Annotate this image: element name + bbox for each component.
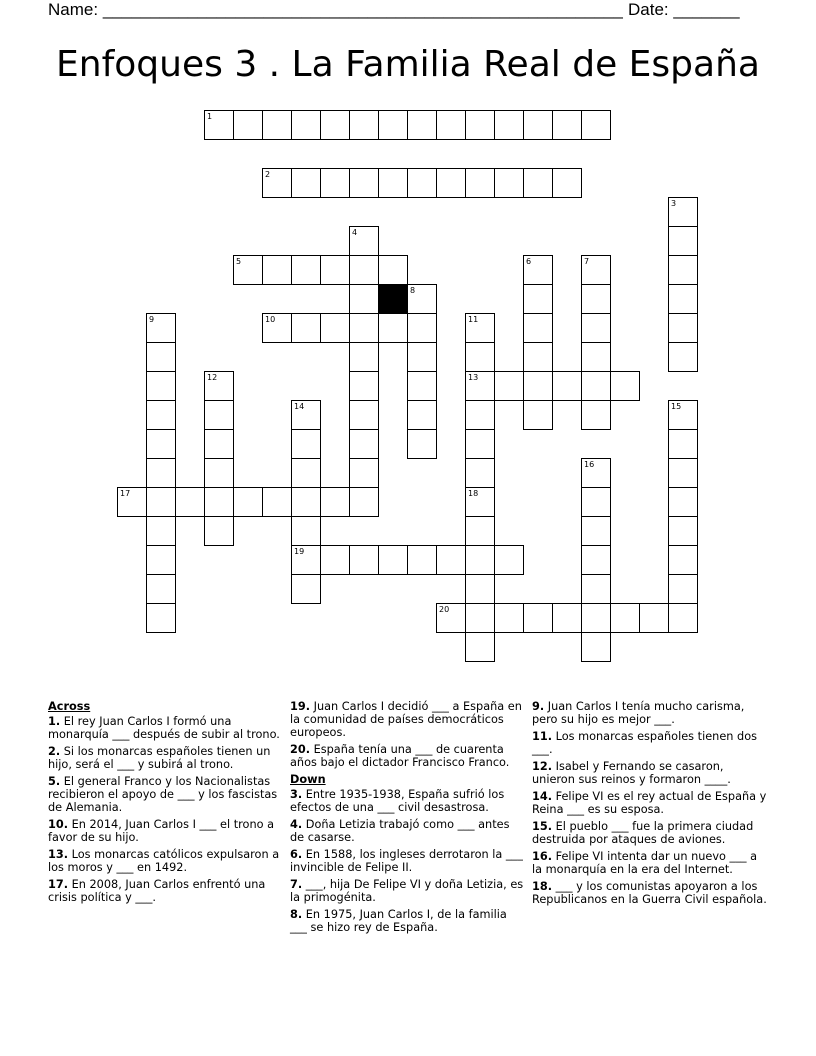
grid-cell[interactable] bbox=[465, 632, 495, 662]
clue-item bbox=[532, 850, 768, 876]
clue-item-number: 13. bbox=[48, 848, 69, 861]
clue-number: 20 bbox=[439, 605, 450, 614]
grid-cell[interactable] bbox=[378, 110, 408, 140]
grid-cell[interactable] bbox=[581, 342, 611, 372]
clue-item-text: En 1975, Juan Carlos I, de la familia ___ se hizo rey de España. bbox=[290, 908, 507, 934]
grid-cell[interactable] bbox=[146, 342, 176, 372]
clue-item-number: 7. bbox=[290, 878, 303, 891]
grid-cell[interactable] bbox=[204, 400, 234, 430]
grid-cell[interactable] bbox=[407, 284, 437, 314]
clue-number: 10 bbox=[265, 315, 276, 324]
grid-cell[interactable] bbox=[494, 545, 524, 575]
clue-item bbox=[532, 790, 768, 816]
clue-item-number: 17. bbox=[48, 878, 69, 891]
clue-item-text: Isabel y Fernando se casaron, unieron sus reinos y formaron ____. bbox=[532, 760, 731, 786]
grid-cell[interactable] bbox=[494, 371, 524, 401]
clue-item bbox=[290, 788, 526, 814]
clue-number: 13 bbox=[468, 373, 479, 382]
clue-item-text: España tenía una ___ de cuarenta años bajo el dictador Francisco Franco. bbox=[290, 743, 510, 769]
clue-column-2 bbox=[290, 700, 526, 938]
grid-cell[interactable] bbox=[349, 255, 379, 285]
clue-number: 1 bbox=[207, 112, 213, 121]
grid-cell[interactable] bbox=[668, 197, 698, 227]
grid-cell[interactable] bbox=[320, 313, 350, 343]
clue-item-number: 6. bbox=[290, 848, 303, 861]
grid-cell[interactable] bbox=[291, 545, 321, 575]
grid-cell[interactable] bbox=[146, 458, 176, 488]
grid-cell[interactable] bbox=[668, 342, 698, 372]
grid-cell[interactable] bbox=[436, 110, 466, 140]
clue-item bbox=[290, 878, 526, 904]
grid-cell[interactable] bbox=[349, 168, 379, 198]
grid-cell[interactable] bbox=[262, 110, 292, 140]
grid-cell[interactable] bbox=[436, 603, 466, 633]
clue-item bbox=[290, 700, 526, 739]
grid-cell[interactable] bbox=[465, 110, 495, 140]
grid-cell[interactable] bbox=[262, 487, 292, 517]
grid-cell[interactable] bbox=[465, 342, 495, 372]
grid-cell[interactable] bbox=[349, 284, 379, 314]
grid-cell[interactable] bbox=[581, 255, 611, 285]
clue-number: 7 bbox=[584, 257, 590, 266]
grid-cell[interactable] bbox=[146, 574, 176, 604]
grid-cell[interactable] bbox=[465, 400, 495, 430]
grid-cell[interactable] bbox=[581, 110, 611, 140]
grid-cell[interactable] bbox=[552, 371, 582, 401]
grid-cell-black bbox=[378, 284, 408, 314]
grid-cell[interactable] bbox=[668, 429, 698, 459]
grid-cell[interactable] bbox=[407, 371, 437, 401]
grid-cell[interactable] bbox=[465, 574, 495, 604]
clue-item-number: 19. bbox=[290, 700, 311, 713]
grid-cell[interactable] bbox=[610, 603, 640, 633]
clue-number: 3 bbox=[671, 199, 677, 208]
clue-item-text: Juan Carlos I tenía mucho carisma, pero su hijo es mejor ___. bbox=[532, 700, 745, 726]
clue-number: 15 bbox=[671, 402, 682, 411]
grid-cell[interactable] bbox=[610, 371, 640, 401]
grid-cell[interactable] bbox=[436, 168, 466, 198]
grid-cell[interactable] bbox=[291, 110, 321, 140]
grid-cell[interactable] bbox=[436, 545, 466, 575]
clue-item bbox=[48, 818, 284, 844]
clue-item-text: El rey Juan Carlos I formó una monarquía ___ después de subir al trono. bbox=[48, 715, 280, 741]
clue-item-number: 14. bbox=[532, 790, 553, 803]
grid-cell[interactable] bbox=[668, 487, 698, 517]
grid-cell[interactable] bbox=[233, 255, 263, 285]
grid-cell[interactable] bbox=[523, 400, 553, 430]
clue-item-number: 18. bbox=[532, 880, 553, 893]
grid-cell[interactable] bbox=[291, 313, 321, 343]
clue-item bbox=[48, 715, 284, 741]
grid-cell[interactable] bbox=[349, 429, 379, 459]
clue-item-text: Los monarcas católicos expulsaron a los moros y ___ en 1492. bbox=[48, 848, 280, 874]
clue-column-1 bbox=[48, 700, 284, 908]
grid-cell[interactable] bbox=[668, 458, 698, 488]
grid-cell[interactable] bbox=[581, 487, 611, 517]
grid-cell[interactable] bbox=[494, 110, 524, 140]
clue-number: 14 bbox=[294, 402, 305, 411]
grid-cell[interactable] bbox=[668, 574, 698, 604]
name-label: Name: bbox=[48, 0, 99, 19]
grid-cell[interactable] bbox=[668, 400, 698, 430]
clue-item bbox=[48, 848, 284, 874]
grid-cell[interactable] bbox=[175, 487, 205, 517]
grid-cell[interactable] bbox=[407, 429, 437, 459]
grid-cell[interactable] bbox=[349, 458, 379, 488]
grid-cell[interactable] bbox=[146, 487, 176, 517]
grid-cell[interactable] bbox=[639, 603, 669, 633]
clue-item-text: Juan Carlos I decidió ___ a España en la comunidad de países democráticos europeos. bbox=[290, 700, 522, 739]
clue-item-number: 3. bbox=[290, 788, 303, 801]
clue-item-number: 12. bbox=[532, 760, 553, 773]
grid-cell[interactable] bbox=[320, 487, 350, 517]
clue-item-text: Si los monarcas españoles tienen un hijo, será el ___ y subirá al trono. bbox=[48, 745, 271, 771]
clue-item-number: 15. bbox=[532, 820, 553, 833]
grid-cell[interactable] bbox=[262, 168, 292, 198]
clue-item-text: Entre 1935-1938, España sufrió los efectos de una ___ civil desastrosa. bbox=[290, 788, 505, 814]
clue-item-number: 2. bbox=[48, 745, 61, 758]
grid-cell[interactable] bbox=[262, 255, 292, 285]
grid-cell[interactable] bbox=[349, 487, 379, 517]
grid-cell[interactable] bbox=[407, 313, 437, 343]
grid-cell[interactable] bbox=[465, 313, 495, 343]
grid-cell[interactable] bbox=[291, 516, 321, 546]
clue-number: 9 bbox=[149, 315, 155, 324]
clue-item-text: Los monarcas españoles tienen dos ___. bbox=[532, 730, 758, 756]
grid-cell[interactable] bbox=[291, 574, 321, 604]
grid-cell[interactable] bbox=[523, 313, 553, 343]
date-blank: _______ bbox=[673, 0, 740, 19]
clue-item-number: 11. bbox=[532, 730, 553, 743]
clue-item-text: En 1588, los ingleses derrotaron la ___ invincible de Felipe II. bbox=[290, 848, 523, 874]
grid-cell[interactable] bbox=[668, 603, 698, 633]
grid-cell[interactable] bbox=[291, 400, 321, 430]
grid-cell[interactable] bbox=[494, 168, 524, 198]
grid-cell[interactable] bbox=[581, 400, 611, 430]
clue-column-3 bbox=[532, 700, 768, 910]
clue-item bbox=[532, 820, 768, 846]
clue-item-number: 9. bbox=[532, 700, 545, 713]
clue-number: 4 bbox=[352, 228, 358, 237]
date-label: Date: bbox=[628, 0, 669, 19]
grid-cell[interactable] bbox=[465, 603, 495, 633]
grid-cell[interactable] bbox=[291, 458, 321, 488]
grid-cell[interactable] bbox=[523, 284, 553, 314]
grid-cell[interactable] bbox=[204, 516, 234, 546]
clue-number: 6 bbox=[526, 257, 532, 266]
clue-section-heading: Down bbox=[290, 773, 326, 786]
grid-cell[interactable] bbox=[349, 371, 379, 401]
clue-item-number: 20. bbox=[290, 743, 311, 756]
grid-cell[interactable] bbox=[146, 429, 176, 459]
grid-cell[interactable] bbox=[146, 603, 176, 633]
grid-cell[interactable] bbox=[349, 226, 379, 256]
grid-cell[interactable] bbox=[581, 574, 611, 604]
clue-item bbox=[532, 880, 768, 906]
grid-cell[interactable] bbox=[668, 313, 698, 343]
grid-cell[interactable] bbox=[117, 487, 147, 517]
clue-item bbox=[290, 848, 526, 874]
grid-cell[interactable] bbox=[320, 110, 350, 140]
grid-cell[interactable] bbox=[320, 168, 350, 198]
grid-cell[interactable] bbox=[204, 371, 234, 401]
grid-cell[interactable] bbox=[291, 168, 321, 198]
name-blank: _______________________________________________________ bbox=[102, 0, 623, 19]
grid-cell[interactable] bbox=[494, 603, 524, 633]
clue-number: 19 bbox=[294, 547, 305, 556]
clue-item-text: En 2008, Juan Carlos enfrentó una crisis política y ___. bbox=[48, 878, 266, 904]
grid-cell[interactable] bbox=[581, 313, 611, 343]
grid-cell[interactable] bbox=[407, 400, 437, 430]
grid-cell[interactable] bbox=[204, 487, 234, 517]
grid-cell[interactable] bbox=[349, 545, 379, 575]
grid-cell[interactable] bbox=[349, 110, 379, 140]
clue-item-text: Felipe VI intenta dar un nuevo ___ a la monarquía en la era del Internet. bbox=[532, 850, 758, 876]
grid-cell[interactable] bbox=[523, 255, 553, 285]
grid-cell[interactable] bbox=[320, 255, 350, 285]
clue-item-text: El general Franco y los Nacionalistas recibieron el apoyo de ___ y los fascistas de Alemania. bbox=[48, 775, 278, 814]
grid-cell[interactable] bbox=[233, 487, 263, 517]
grid-cell[interactable] bbox=[349, 400, 379, 430]
clue-number: 5 bbox=[236, 257, 242, 266]
grid-cell[interactable] bbox=[668, 284, 698, 314]
clue-number: 2 bbox=[265, 170, 271, 179]
clue-number: 11 bbox=[468, 315, 479, 324]
clue-item bbox=[48, 775, 284, 814]
clue-item bbox=[532, 730, 768, 756]
grid-cell[interactable] bbox=[523, 168, 553, 198]
clue-number: 16 bbox=[584, 460, 595, 469]
clue-item-text: Felipe VI es el rey actual de España y Reina ___ es su esposa. bbox=[532, 790, 767, 816]
grid-cell[interactable] bbox=[204, 458, 234, 488]
grid-cell[interactable] bbox=[378, 545, 408, 575]
grid-cell[interactable] bbox=[349, 342, 379, 372]
clue-number: 18 bbox=[468, 489, 479, 498]
grid-cell[interactable] bbox=[407, 110, 437, 140]
grid-cell[interactable] bbox=[523, 371, 553, 401]
page-title: Enfoques 3 . La Familia Real de España bbox=[56, 44, 760, 85]
grid-cell[interactable] bbox=[668, 255, 698, 285]
grid-cell[interactable] bbox=[204, 110, 234, 140]
grid-cell[interactable] bbox=[465, 545, 495, 575]
grid-cell[interactable] bbox=[581, 371, 611, 401]
grid-cell[interactable] bbox=[523, 110, 553, 140]
clue-item-number: 8. bbox=[290, 908, 303, 921]
clue-section-heading: Across bbox=[48, 700, 91, 713]
grid-cell[interactable] bbox=[465, 168, 495, 198]
grid-cell[interactable] bbox=[465, 429, 495, 459]
grid-cell[interactable] bbox=[146, 313, 176, 343]
grid-cell[interactable] bbox=[581, 516, 611, 546]
grid-cell[interactable] bbox=[552, 168, 582, 198]
grid-cell[interactable] bbox=[581, 545, 611, 575]
grid-cell[interactable] bbox=[146, 400, 176, 430]
grid-cell[interactable] bbox=[146, 545, 176, 575]
grid-cell[interactable] bbox=[552, 110, 582, 140]
clue-item-text: ___ y los comunistas apoyaron a los Republicanos en la Guerra Civil española. bbox=[532, 880, 767, 906]
clue-item-number: 1. bbox=[48, 715, 61, 728]
grid-cell[interactable] bbox=[146, 371, 176, 401]
grid-cell[interactable] bbox=[465, 371, 495, 401]
grid-cell[interactable] bbox=[407, 545, 437, 575]
grid-cell[interactable] bbox=[465, 487, 495, 517]
clue-item-text: El pueblo ___ fue la primera ciudad destruida por ataques de aviones. bbox=[532, 820, 754, 846]
clue-item-number: 4. bbox=[290, 818, 303, 831]
grid-cell[interactable] bbox=[291, 429, 321, 459]
grid-cell[interactable] bbox=[581, 603, 611, 633]
grid-cell[interactable] bbox=[668, 226, 698, 256]
clue-item-text: ___, hija De Felipe VI y doña Letizia, es la primogénita. bbox=[290, 878, 524, 904]
grid-cell[interactable] bbox=[523, 603, 553, 633]
grid-cell[interactable] bbox=[233, 110, 263, 140]
clue-item bbox=[290, 743, 526, 769]
grid-cell[interactable] bbox=[146, 516, 176, 546]
clue-item-text: Doña Letizia trabajó como ___ antes de casarse. bbox=[290, 818, 510, 844]
clue-item bbox=[48, 745, 284, 771]
grid-cell[interactable] bbox=[581, 458, 611, 488]
clue-item-number: 16. bbox=[532, 850, 553, 863]
grid-cell[interactable] bbox=[407, 168, 437, 198]
grid-cell[interactable] bbox=[378, 313, 408, 343]
clue-item-text: En 2014, Juan Carlos I ___ el trono a favor de su hijo. bbox=[48, 818, 275, 844]
grid-cell[interactable] bbox=[349, 313, 379, 343]
clue-item bbox=[48, 878, 284, 904]
grid-cell[interactable] bbox=[262, 313, 292, 343]
grid-cell[interactable] bbox=[668, 516, 698, 546]
grid-cell[interactable] bbox=[378, 168, 408, 198]
grid-cell[interactable] bbox=[378, 255, 408, 285]
grid-cell[interactable] bbox=[204, 429, 234, 459]
grid-cell[interactable] bbox=[291, 255, 321, 285]
clue-item bbox=[532, 700, 768, 726]
grid-cell[interactable] bbox=[523, 342, 553, 372]
clue-number: 12 bbox=[207, 373, 218, 382]
grid-cell[interactable] bbox=[668, 545, 698, 575]
grid-cell[interactable] bbox=[581, 284, 611, 314]
grid-cell[interactable] bbox=[552, 603, 582, 633]
clue-item-number: 10. bbox=[48, 818, 69, 831]
clue-item bbox=[290, 818, 526, 844]
clue-number: 8 bbox=[410, 286, 416, 295]
grid-cell[interactable] bbox=[320, 545, 350, 575]
grid-cell[interactable] bbox=[465, 458, 495, 488]
clue-item bbox=[290, 908, 526, 934]
clue-item-number: 5. bbox=[48, 775, 61, 788]
clue-item bbox=[532, 760, 768, 786]
grid-cell[interactable] bbox=[407, 342, 437, 372]
grid-cell[interactable] bbox=[291, 487, 321, 517]
grid-cell[interactable] bbox=[465, 516, 495, 546]
grid-cell[interactable] bbox=[581, 632, 611, 662]
clue-number: 17 bbox=[120, 489, 131, 498]
